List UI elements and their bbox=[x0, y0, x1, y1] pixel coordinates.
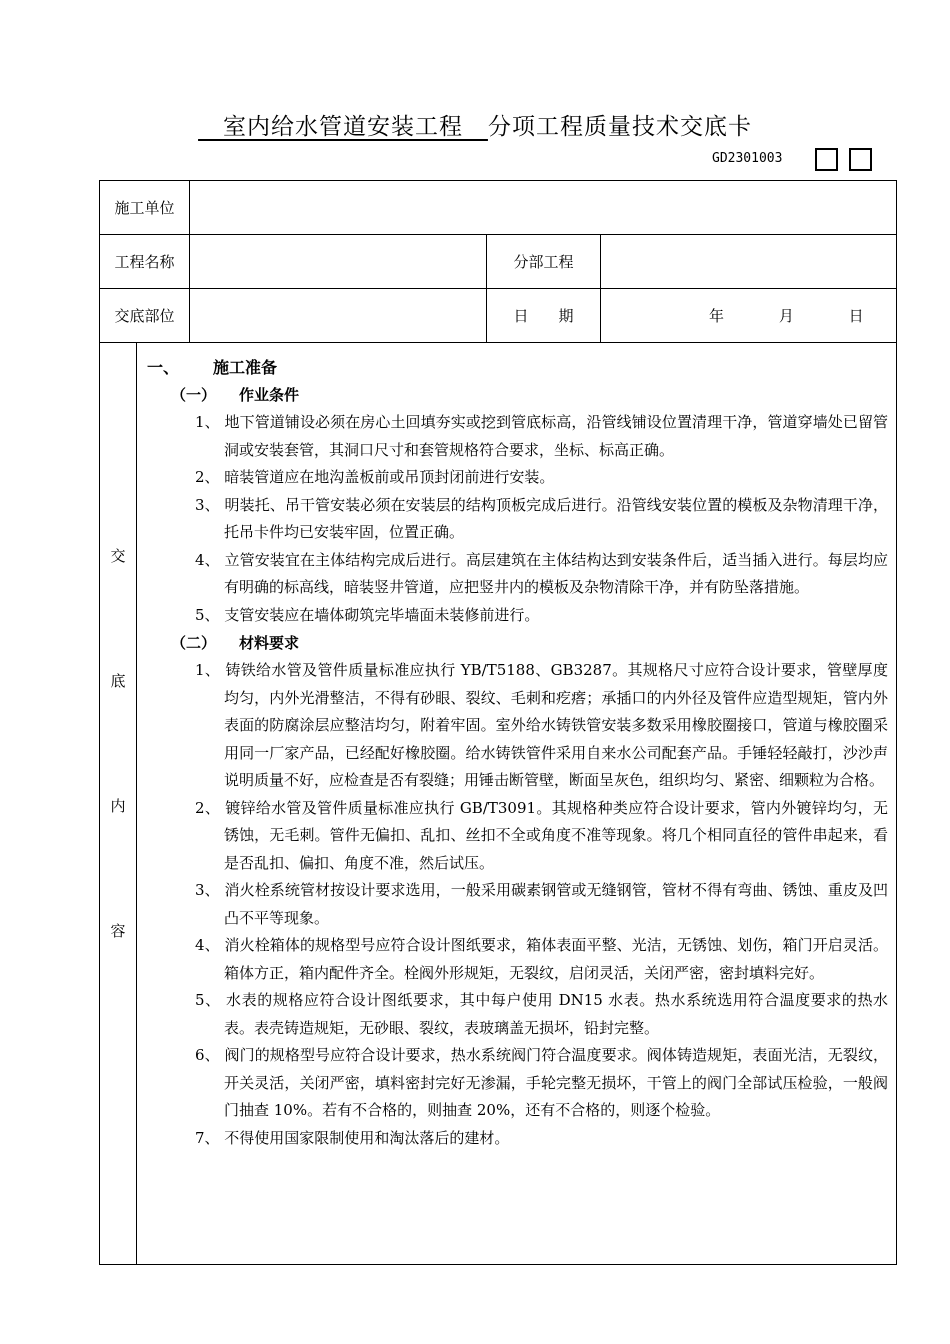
subsection-heading bbox=[171, 629, 888, 657]
list-item: 5、 水表的规格应符合设计图纸要求，其中每户使用 DN15 水表。热水系统选用符合温度要求的热水表。表壳铸造规矩，无砂眼、裂纹，表玻璃盖无损坏，铅封完整。 bbox=[195, 991, 889, 1037]
row-project bbox=[100, 235, 897, 289]
list-item: 5、 支管安装应在墙体砌筑完毕墙面未装修前进行。 bbox=[195, 605, 540, 624]
section-number: 一、 bbox=[147, 358, 180, 377]
list-item: 4、 消火栓箱体的规格型号应符合设计图纸要求，箱体表面平整、光洁，无锈蚀、划伤，箱门开启灵活。箱体方正，箱内配件齐全。栓阀外形规矩，无裂纹，启闭灵活，关闭严密，密封填料完好。 bbox=[195, 936, 889, 982]
date-year: 年 bbox=[709, 307, 725, 325]
part-label: 交底部位 bbox=[100, 289, 190, 343]
title-blank-right bbox=[463, 114, 488, 140]
date-label: 日 期 bbox=[487, 289, 601, 343]
list-item: 4、 立管安装宜在主体结构完成后进行。高层建筑在主体结构达到安装条件后，适当插入进行。每层均应有明确的标高线，暗装竖井管道，应把竖井内的模板及杂物清除干净，并有防坠落措施。 bbox=[195, 550, 889, 596]
list-item: 6、 阀门的规格型号应符合设计要求，热水系统阀门符合温度要求。阀体铸造规矩，表面光洁，无裂纹，开关灵活，关闭严密，填料密封完好无渗漏，手轮完整无损坏，干管上的阀门全部试压检验，一般阀门抽查 10%。若有不合格的，则抽查 20%，还有不合格的，则逐个检验。 bbox=[195, 1046, 889, 1119]
division-value[interactable] bbox=[601, 235, 897, 289]
document-title bbox=[0, 108, 950, 141]
side-label bbox=[100, 343, 137, 1265]
title-rest: 分项工程质量技术交底卡 bbox=[487, 114, 752, 140]
section-heading bbox=[147, 355, 888, 381]
document-code: GD2301003 bbox=[712, 151, 783, 166]
date-day: 日 bbox=[848, 307, 864, 325]
title-underlined: 室内给水管道安装工程 bbox=[223, 114, 463, 140]
project-value[interactable] bbox=[190, 235, 487, 289]
side-char-1: 交 bbox=[110, 547, 126, 565]
list-item: 2、 镀锌给水管及管件质量标准应执行 GB/T3091。其规格种类应符合设计要求，管内外镀锌均匀，无锈蚀，无毛刺。管件无偏扣、乱扣、丝扣不全或角度不准等现象。将几个相同直径的管件串起来，看是否乱扣、偏扣、角度不准，然后试压。 bbox=[195, 798, 889, 872]
list-item: 3、 明装托、吊干管安装必须在安装层的结构顶板完成后进行。沿管线安装位置的模板及杂物清理干净，托吊卡件均已安装牢固，位置正确。 bbox=[195, 495, 889, 541]
side-char-2: 底 bbox=[110, 672, 126, 690]
checkbox-2[interactable] bbox=[849, 148, 872, 171]
subsection-title: 材料要求 bbox=[239, 634, 300, 652]
row-content bbox=[100, 343, 897, 1265]
division-label: 分部工程 bbox=[487, 235, 601, 289]
unit-value[interactable] bbox=[190, 181, 897, 235]
list-item: 3、 消火栓系统管材按设计要求选用，一般采用碳素钢管或无缝钢管，管材不得有弯曲、锈蚀、重皮及凹凸不平等现象。 bbox=[195, 881, 889, 927]
subsection-title: 作业条件 bbox=[239, 386, 300, 404]
row-part bbox=[100, 289, 897, 343]
row-unit bbox=[100, 181, 897, 235]
list-item: 1、 铸铁给水管及管件质量标准应执行 YB/T5188、GB3287。其规格尺寸应符合设计要求，管壁厚度均匀，内外光滑整洁，不得有砂眼、裂纹、毛刺和疙瘩；承插口的内外径及管件应造型规矩，管内外表面的防腐涂层应整洁均匀，附着牢固。室外给水铸铁管安装多数采用橡胶圈接口，管道与橡胶圈采用同一厂家产品，已经配好橡胶圈。给水铸铁管件采用自来水公司配套产品。手锤轻轻敲打，沙沙声说明质量不好，应检查是否有裂缝；用锤击断管壁，断面呈灰色，组织均匀、紧密、细颗粒为合格。 bbox=[195, 661, 889, 789]
disclosure-table bbox=[99, 180, 897, 1265]
list-item: 1、 地下管道铺设必须在房心土回填夯实或挖到管底标高，沿管线铺设位置清理干净，管道穿墙处已留管洞或安装套管，其洞口尺寸和套管规格符合要求，坐标、标高正确。 bbox=[195, 413, 889, 459]
subsection-heading bbox=[171, 381, 888, 409]
title-blank-left bbox=[198, 114, 223, 140]
disclosure-content bbox=[137, 343, 897, 1265]
side-char-3: 内 bbox=[110, 797, 126, 815]
date-value[interactable] bbox=[601, 289, 897, 343]
subsection-number: （二） bbox=[171, 634, 217, 652]
side-char-4: 容 bbox=[110, 922, 126, 940]
list-item: 2、 暗装管道应在地沟盖板前或吊顶封闭前进行安装。 bbox=[195, 468, 555, 486]
subsection-number: （一） bbox=[171, 386, 217, 404]
list-item: 7、 不得使用国家限制使用和淘汰落后的建材。 bbox=[195, 1128, 510, 1147]
part-value[interactable] bbox=[190, 289, 487, 343]
unit-label: 施工单位 bbox=[100, 181, 190, 235]
date-month: 月 bbox=[778, 307, 794, 325]
project-label: 工程名称 bbox=[100, 235, 190, 289]
section-title: 施工准备 bbox=[213, 358, 278, 377]
checkbox-1[interactable] bbox=[815, 148, 838, 171]
